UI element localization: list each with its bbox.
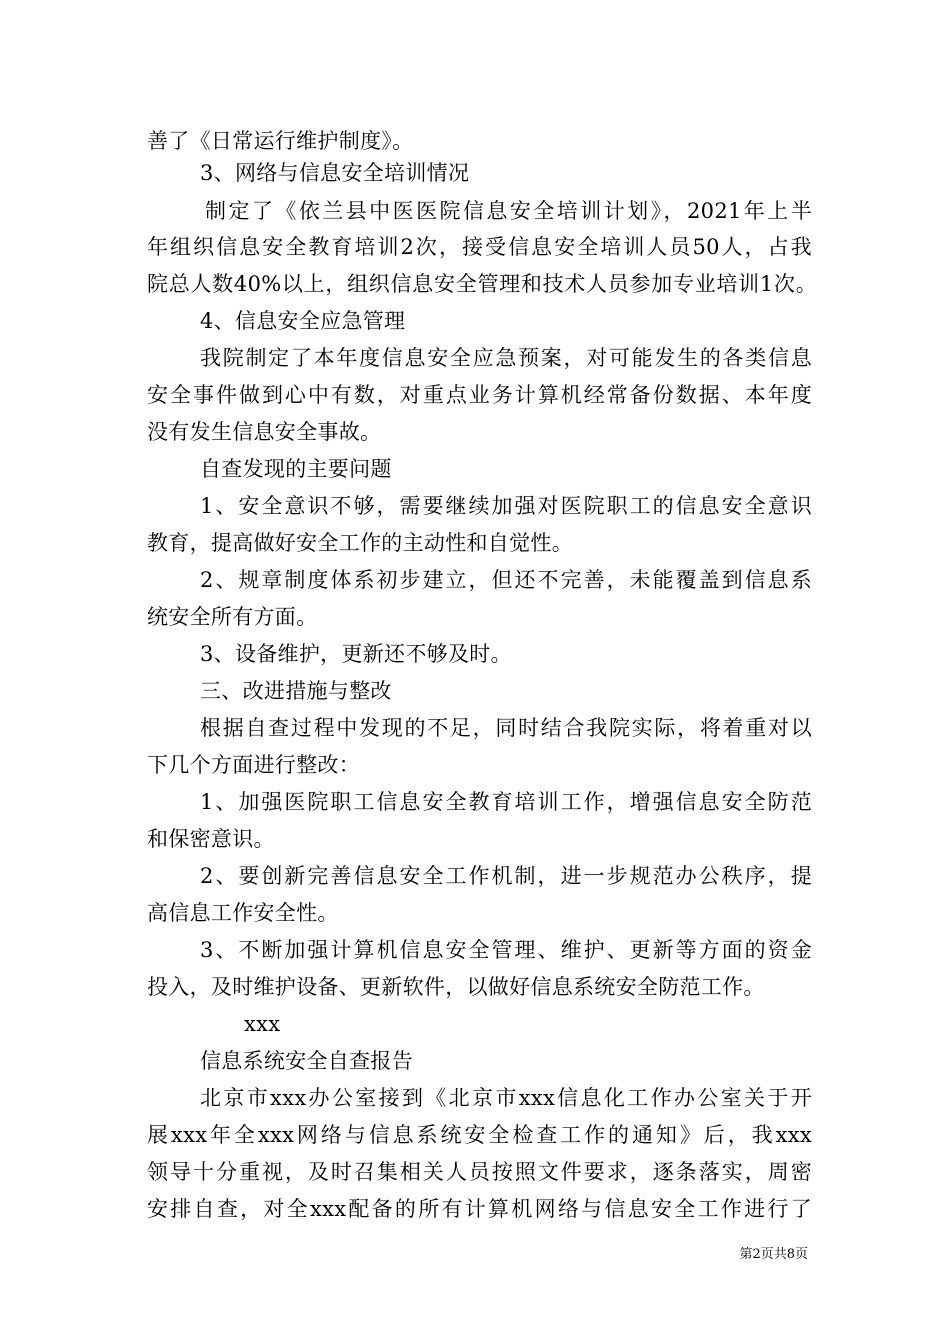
text-line: 安排自查，对全xxx配备的所有计算机网络与信息安全工作进行了 (147, 1197, 812, 1221)
text-line: 1、加强医院职工信息安全教育培训工作，增强信息安全防范 (200, 790, 812, 814)
report-title: 信息系统安全自查报告 (200, 1049, 413, 1073)
text-line: 没有发生信息安全事故。 (147, 420, 382, 444)
section-heading: 三、改进措施与整改 (200, 679, 392, 703)
page-number: 第2页共8页 (739, 1247, 808, 1262)
text-line: 2、要创新完善信息安全工作机制，进一步规范办公秩序，提 (200, 864, 812, 888)
text-line: 根据自查过程中发现的不足，同时结合我院实际，将着重对以 (200, 716, 812, 740)
text-line: 制定了《依兰县中医医院信息安全培训计划》，2021年上半 (205, 199, 812, 223)
text-line: 统安全所有方面。 (147, 605, 318, 629)
text-line: 3、不断加强计算机信息安全管理、维护、更新等方面的资金 (200, 938, 812, 962)
text-line: 下几个方面进行整改： (147, 753, 360, 777)
section-heading: 自查发现的主要问题 (200, 457, 392, 481)
text-line: 我院制定了本年度信息安全应急预案，对可能发生的各类信息 (200, 346, 812, 370)
text-line: 年组织信息安全教育培训2次，接受信息安全培训人员50人，占我 (147, 235, 812, 259)
text-line: 院总人数40%以上，组织信息安全管理和技术人员参加专业培训1次。 (147, 272, 817, 296)
section-heading: 3、网络与信息安全培训情况 (200, 161, 470, 185)
text-line: 高信息工作安全性。 (147, 901, 339, 925)
text-line: 展xxx年全xxx网络与信息系统安全检查工作的通知》后，我xxx (147, 1123, 812, 1147)
section-heading: 4、信息安全应急管理 (200, 309, 406, 333)
text-line: 教育，提高做好安全工作的主动性和自觉性。 (147, 531, 573, 555)
text-line: 善了《日常运行维护制度》。 (147, 129, 414, 153)
text-line: 和保密意识。 (147, 827, 275, 851)
text-line: 投入，及时维护设备、更新软件，以做好信息系统安全防范工作。 (147, 975, 765, 999)
author-line: xxx (244, 1012, 281, 1036)
text-line: 1、安全意识不够，需要继续加强对医院职工的信息安全意识 (200, 494, 812, 518)
text-line: 3、设备维护，更新还不够及时。 (200, 642, 512, 666)
text-line: 2、规章制度体系初步建立，但还不完善，未能覆盖到信息系 (200, 568, 812, 592)
text-line: 领导十分重视，及时召集相关人员按照文件要求，逐条落实，周密 (147, 1160, 812, 1184)
text-line: 北京市xxx办公室接到《北京市xxx信息化工作办公室关于开 (200, 1086, 812, 1110)
text-line: 安全事件做到心中有数，对重点业务计算机经常备份数据、本年度 (147, 383, 812, 407)
